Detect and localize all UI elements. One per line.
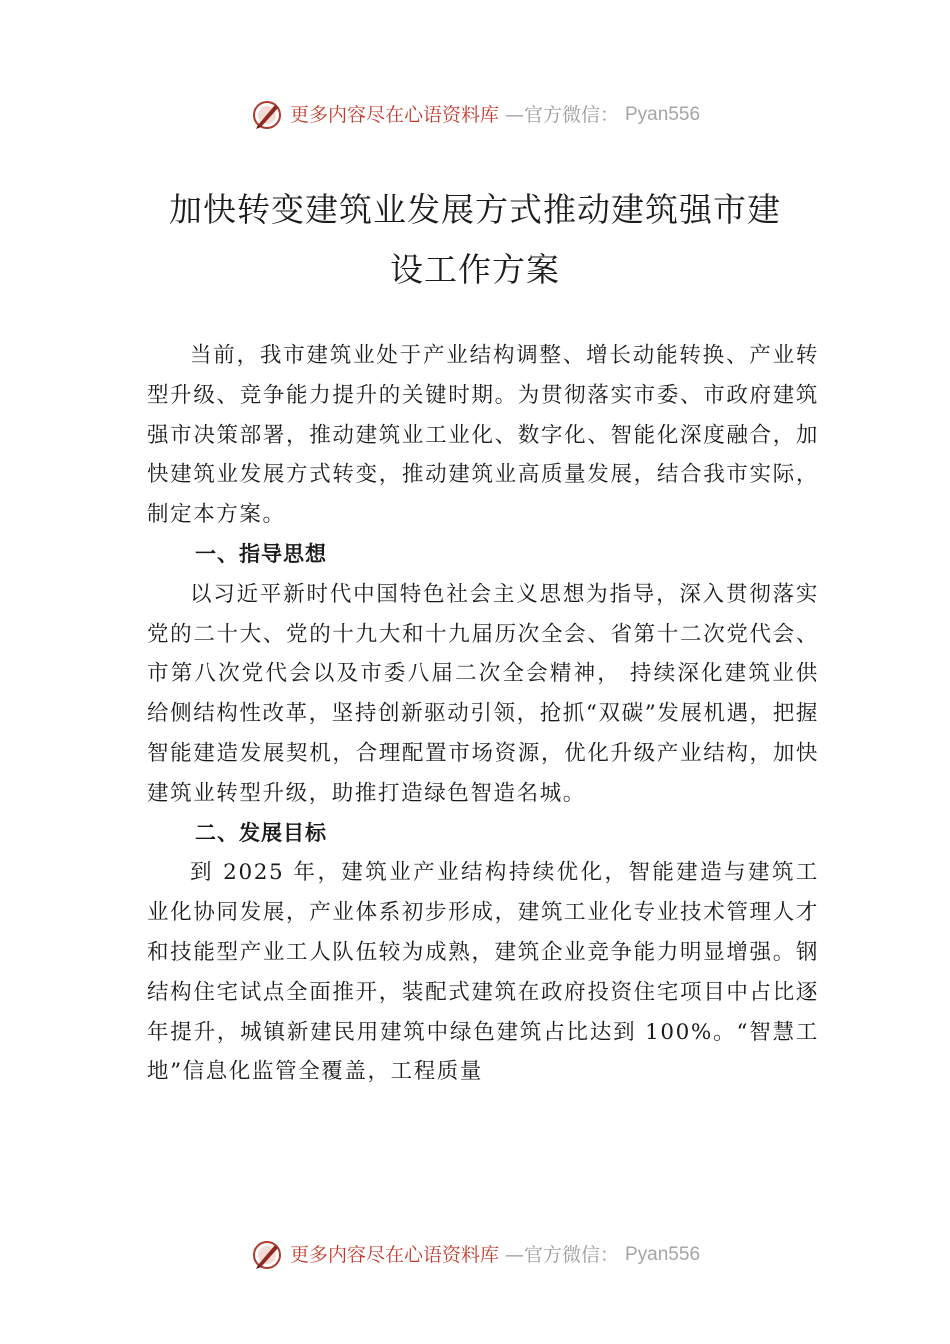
section-paragraph-guiding-ideology: 以习近平新时代中国特色社会主义思想为指导，深入贯彻落实党的二十大、党的十九大和十九届历次全会、省第十二次党代会、市第八次党代会以及市委八届二次全会精神， 持续深化建筑业供给侧结构性改革，坚持创新驱动引领，抢抓“双碳”发展机遇，把握智能建造发展契机，合理配置市场资源，优化升级产业结构，加快建筑业转型升级，助推打造绿色智造名城。 bbox=[147, 581, 819, 806]
section-heading-development-goals: 二、发展目标 bbox=[195, 820, 327, 845]
pen-logo-icon bbox=[250, 1238, 284, 1272]
banner-main-text: 更多内容尽在心语资料库 bbox=[289, 1244, 499, 1266]
banner-wechat-id: Pyan556 bbox=[625, 104, 701, 125]
section-heading-guiding-ideology: 一、指导思想 bbox=[195, 541, 327, 566]
document-title bbox=[130, 180, 820, 300]
pen-logo-icon bbox=[250, 98, 284, 132]
intro-paragraph: 当前，我市建筑业处于产业结构调整、增长动能转换、产业转型升级、竞争能力提升的关键时期。为贯彻落实市委、市政府建筑强市决策部署，推动建筑业工业化、数字化、智能化深度融合，加快建筑业发展方式转变，推动建筑业高质量发展，结合我市实际，制定本方案。 bbox=[147, 343, 819, 528]
footer-watermark-banner bbox=[0, 1238, 950, 1272]
section-paragraph-development-goals: 到 2025 年，建筑业产业结构持续优化，智能建造与建筑工业化协同发展，产业体系初步形成，建筑工业化专业技术管理人才和技能型产业工人队伍较为成熟，建筑企业竞争能力明显增强。钢结构住宅试点全面推开，装配式建筑在政府投资住宅项目中占比逐年提升，城镇新建民用建筑中绿色建筑占比达到 100%。“智慧工地”信息化监管全覆盖，工程质量 bbox=[147, 860, 819, 1085]
title-line-1: 加快转变建筑业发展方式推动建筑强市建 bbox=[169, 190, 781, 229]
banner-sub-text: —官方微信： bbox=[504, 104, 619, 126]
document-body bbox=[147, 336, 819, 1092]
title-line-2: 设工作方案 bbox=[390, 250, 560, 289]
banner-main-text: 更多内容尽在心语资料库 bbox=[289, 104, 499, 126]
banner-wechat-id: Pyan556 bbox=[625, 1244, 701, 1265]
banner-sub-text: —官方微信： bbox=[504, 1244, 619, 1266]
header-watermark-banner bbox=[0, 98, 950, 132]
